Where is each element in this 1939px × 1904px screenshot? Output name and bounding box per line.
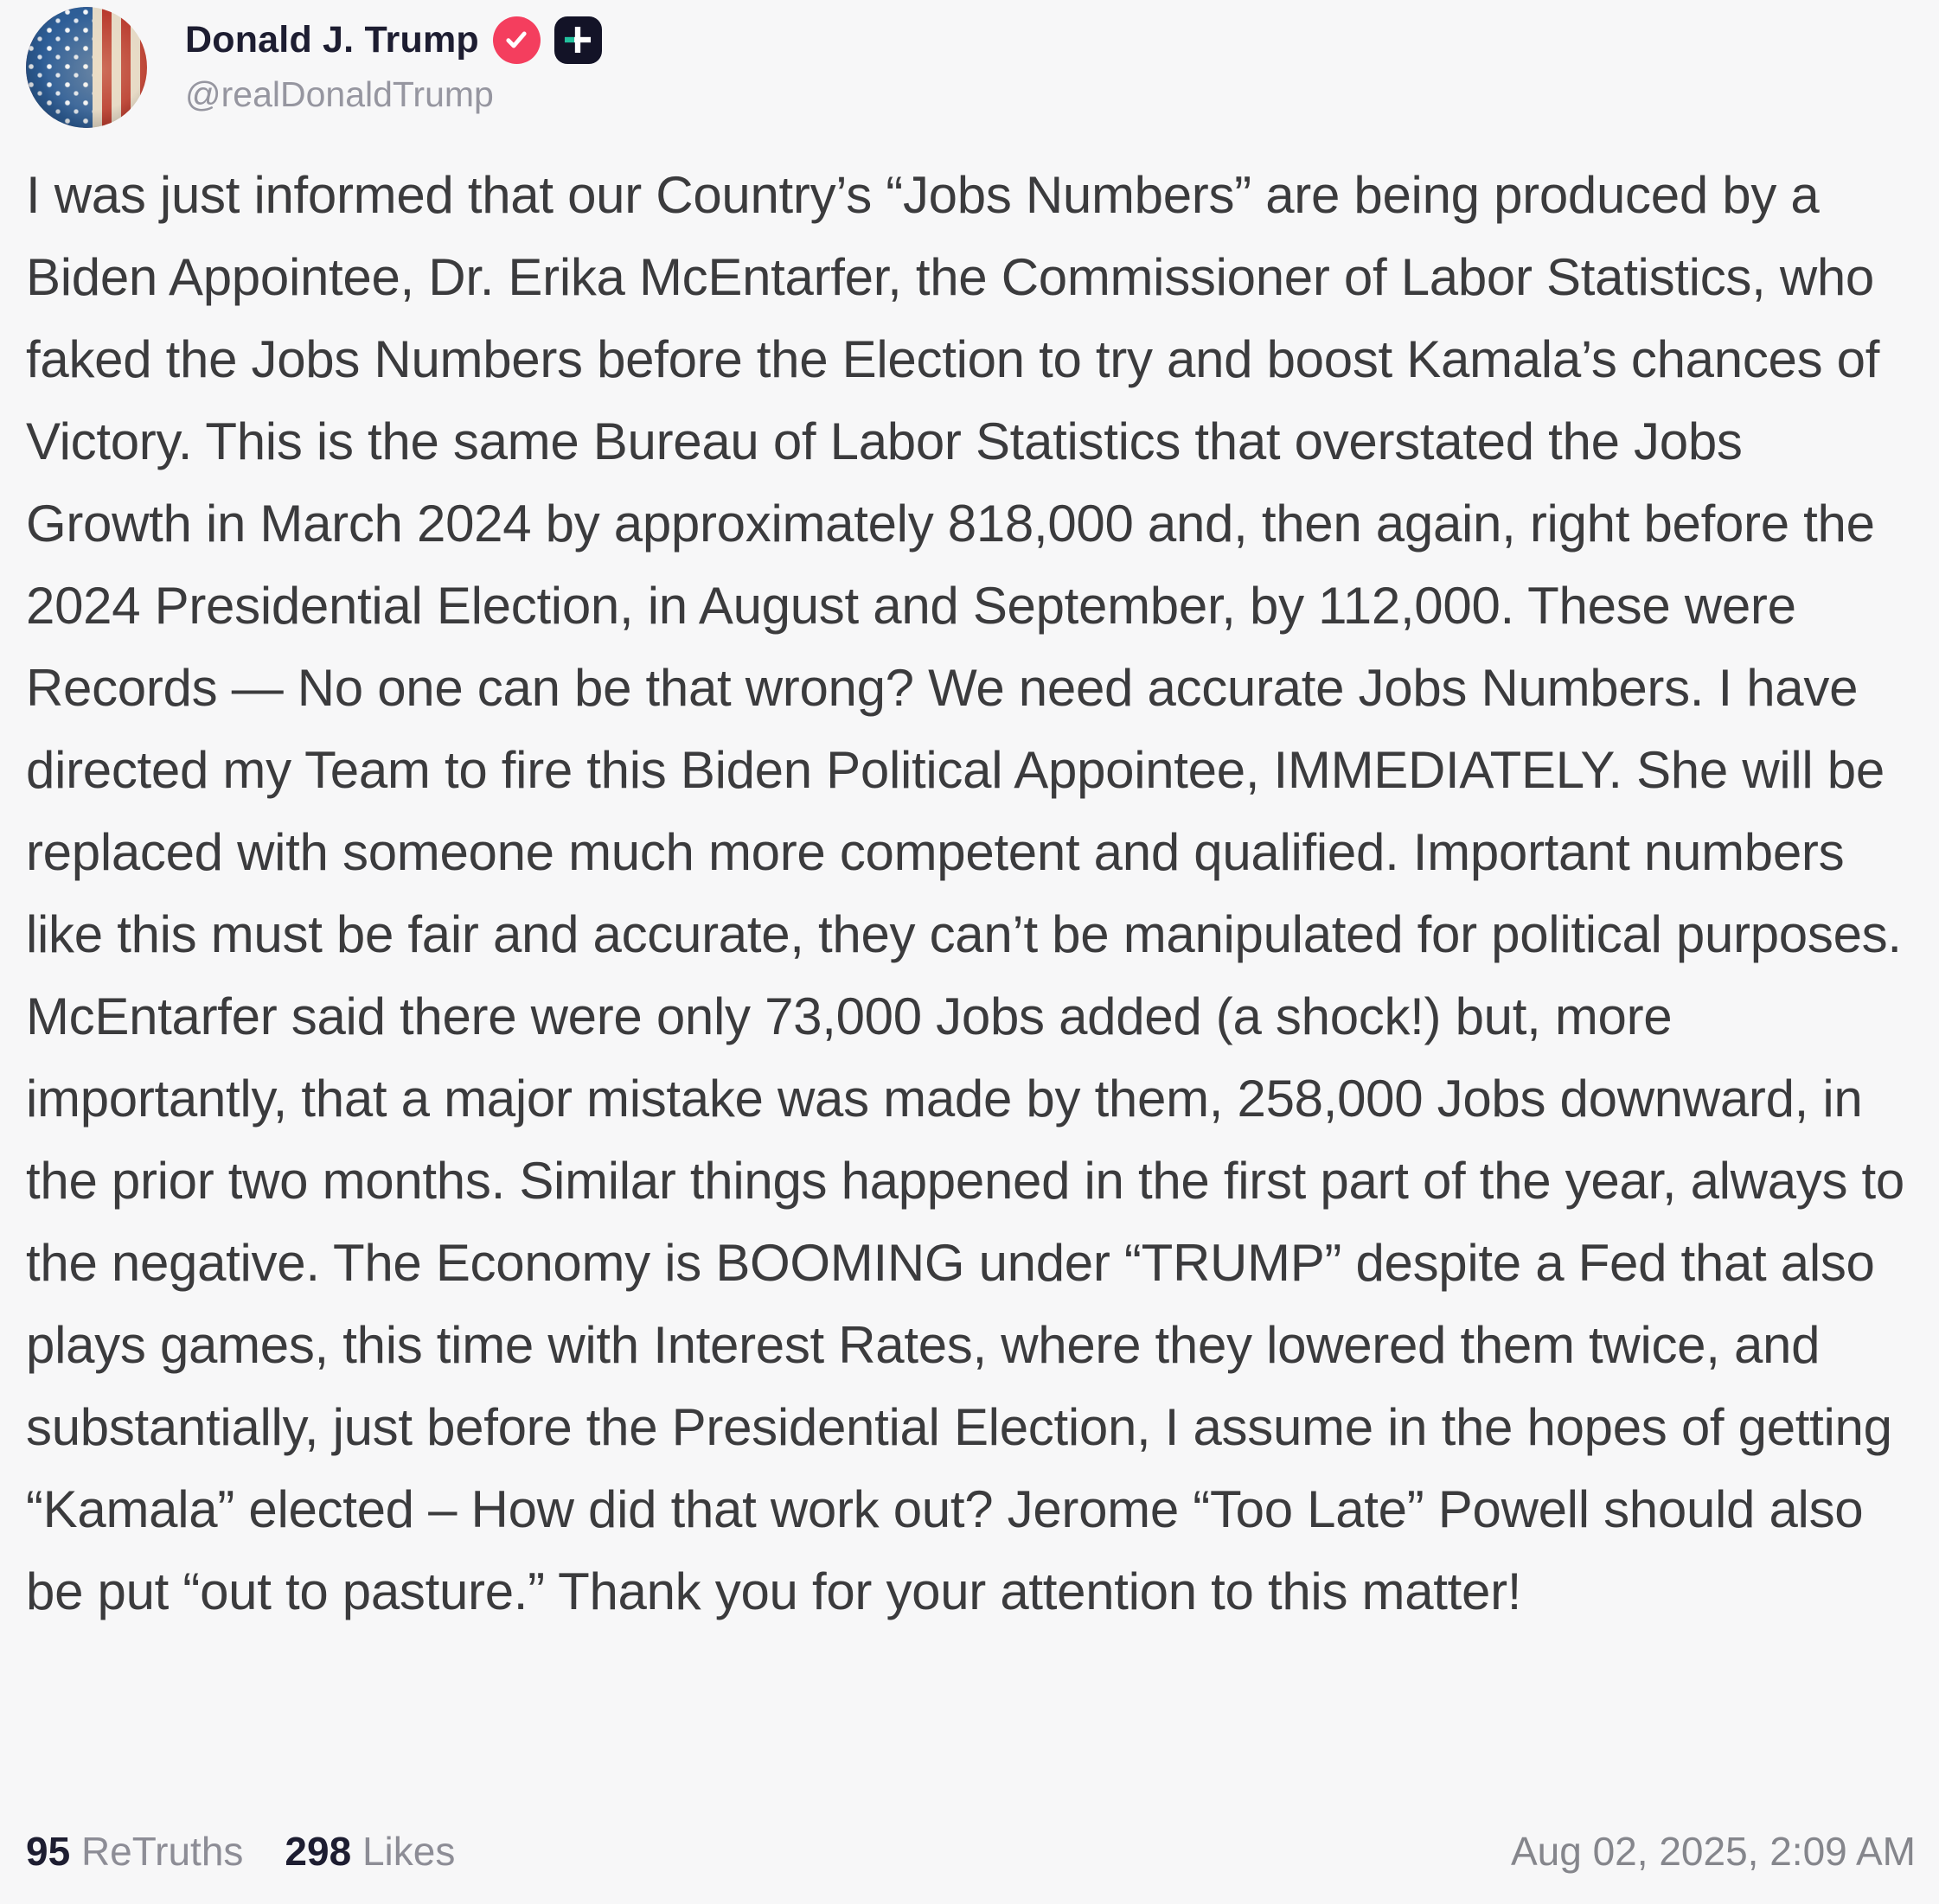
post-body-text: I was just informed that our Country’s “Jobs Numbers” are being produced by a Biden Appointee, Dr. Erika McEntarfer, the Commissioner of Labor Statistics, who faked the Jobs Numbers before the Election to try and boost Kamala’s chances of Victory. This is the same Bureau of Labor Statistics that overstated the Jobs Growth in March 2024 by approximately 818,000 and, then again, right before the 2024 Presidential Election, in August and September, by 112,000. These were Records — No one can be that wrong? We need accurate Jobs Numbers. I have directed my Team to fire this Biden Political Appointee, IMMEDIATELY. She will be replaced with someone much more competent and qualified. Important numbers like this must be fair and accurate, they can’t be manipulated for political purposes. McEntarfer said there were only 73,000 Jobs added (a shock!) but, more importantly, that a major mistake was made by them, 258,000 Jobs downward, in the prior two months. Similar things happened in the first part of the year, always to the negative. The Economy is BOOMING under “TRUMP” despite a Fed that also plays games, this time with Interest Rates, where they lowered them twice, and substantially, just before the Presidential Election, I assume in the hopes of getting “Kamala” elected – How did that work out? Jerome “Too Late” Powell should also be put “out to pasture.” Thank you for your attention to this matter! [26, 166, 1904, 1620]
verified-check-icon [493, 16, 541, 64]
post-stats [26, 1828, 455, 1875]
author-name-row [185, 12, 602, 67]
retruths-stat[interactable] [26, 1828, 243, 1875]
likes-stat[interactable] [285, 1828, 455, 1875]
post-timestamp: Aug 02, 2025, 2:09 AM [1510, 1829, 1916, 1874]
avatar-rim-shadow [26, 7, 147, 128]
retruths-label: ReTruths [80, 1829, 244, 1874]
post-header [26, 7, 1916, 128]
likes-count: 298 [285, 1829, 352, 1874]
author-handle[interactable]: @realDonaldTrump [185, 74, 494, 114]
retruths-count: 95 [26, 1829, 71, 1874]
truth-plus-badge-icon [554, 16, 602, 64]
likes-label: Likes [362, 1829, 456, 1874]
post-footer [26, 1828, 1916, 1875]
author-display-name[interactable]: Donald J. Trump [185, 18, 479, 61]
avatar[interactable] [26, 7, 147, 128]
author-block [185, 7, 602, 115]
